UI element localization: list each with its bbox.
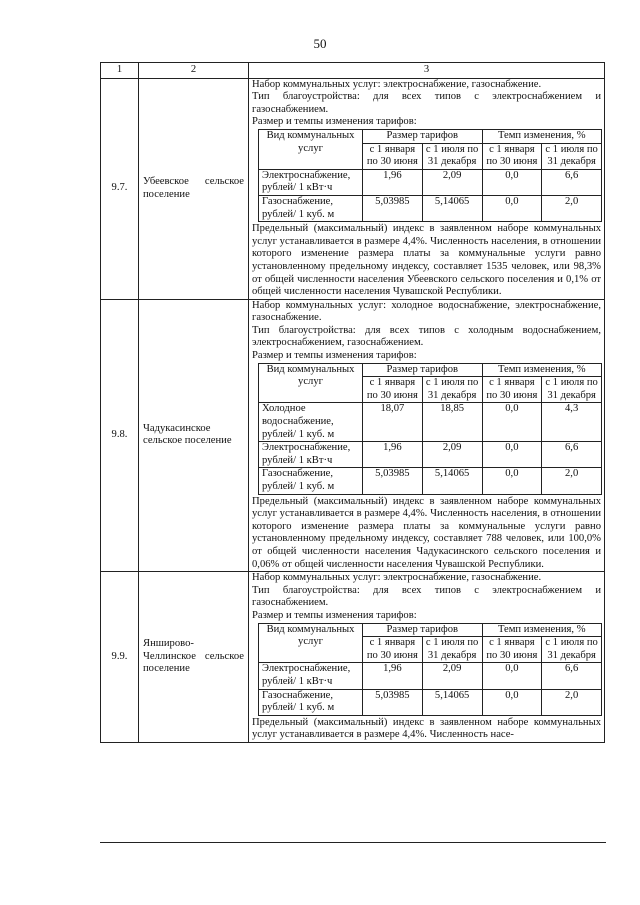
tariff-jan-jun: 1,96 xyxy=(363,169,423,195)
rate-period-jul-dec: с 1 июля по 31 декабря xyxy=(542,637,602,663)
change-rate-header: Темп изменения, % xyxy=(482,129,602,143)
row-number: 9.7. xyxy=(101,78,139,299)
page-number: 50 xyxy=(313,36,327,51)
tariff-size-header: Размер тарифов xyxy=(363,623,483,637)
page-bottom-rule xyxy=(100,842,606,843)
rate-jul-dec: 4,3 xyxy=(542,403,602,442)
tariff-service-row xyxy=(259,403,602,442)
period-jul-dec: с 1 июля по 31 декабря xyxy=(422,377,482,403)
settlement-content xyxy=(249,299,605,571)
rate-period-jul-dec: с 1 июля по 31 декабря xyxy=(542,143,602,169)
rate-period-jan-jun: с 1 января по 30 июня xyxy=(482,637,542,663)
change-rate-header: Темп изменения, % xyxy=(482,623,602,637)
settlement-row xyxy=(101,299,605,571)
column-number-row xyxy=(101,63,605,79)
tariff-table xyxy=(258,129,602,222)
tariff-jul-dec: 2,09 xyxy=(422,442,482,468)
service-name: Холодное водоснабжение, рублей/ 1 куб. м xyxy=(259,403,363,442)
tariff-jul-dec: 2,09 xyxy=(422,663,482,689)
tariff-jan-jun: 5,03985 xyxy=(363,195,423,221)
settlement-row xyxy=(101,572,605,743)
service-name: Газоснабжение, рублей/ 1 куб. м xyxy=(259,195,363,221)
tariff-jan-jun: 5,03985 xyxy=(363,689,423,715)
rate-period-jul-dec: с 1 июля по 31 декабря xyxy=(542,377,602,403)
period-jan-jun: с 1 января по 30 июня xyxy=(363,143,423,169)
rate-period-jan-jun: с 1 января по 30 июня xyxy=(482,377,542,403)
service-name: Электроснабжение, рублей/ 1 кВт·ч xyxy=(259,442,363,468)
rate-jul-dec: 6,6 xyxy=(542,663,602,689)
service-name: Газоснабжение, рублей/ 1 куб. м xyxy=(259,689,363,715)
rate-jul-dec: 6,6 xyxy=(542,169,602,195)
tariff-head-row xyxy=(259,623,602,637)
max-index-text: Предельный (максимальный) индекс в заявленном наборе коммунальных услуг устанавливается в размере 4,4%. Численность населения, в отношении которого изменение размера платы за коммунальные услуги равно установленному предельному индексу, составляет 1535 человек, или 98,3% от общей численности населения Убеевского сельского поселения и 0,1% от общей численности населения Чувашской Республики. xyxy=(252,223,601,298)
rate-jan-jun: 0,0 xyxy=(482,442,542,468)
row-number: 9.9. xyxy=(101,572,139,743)
rate-period-jan-jun: с 1 января по 30 июня xyxy=(482,143,542,169)
column-number-1: 1 xyxy=(101,63,139,79)
rate-jan-jun: 0,0 xyxy=(482,403,542,442)
rate-jan-jun: 0,0 xyxy=(482,663,542,689)
tariff-service-row xyxy=(259,442,602,468)
service-type-header: Вид коммунальных услуг xyxy=(259,363,363,403)
rate-jan-jun: 0,0 xyxy=(482,468,542,494)
tariff-jul-dec: 5,14065 xyxy=(422,689,482,715)
tariff-size-title: Размер и темпы изменения тарифов: xyxy=(252,350,417,362)
tariff-service-row xyxy=(259,195,602,221)
tariff-size-header: Размер тарифов xyxy=(363,129,483,143)
settlement-name: Янширово-Челлинское сельское поселение xyxy=(139,572,249,743)
settlement-content xyxy=(249,572,605,743)
rate-jan-jun: 0,0 xyxy=(482,195,542,221)
tariff-jul-dec: 5,14065 xyxy=(422,468,482,494)
period-jan-jun: с 1 января по 30 июня xyxy=(363,377,423,403)
change-rate-header: Темп изменения, % xyxy=(482,363,602,377)
tariff-jul-dec: 5,14065 xyxy=(422,195,482,221)
period-jul-dec: с 1 июля по 31 декабря xyxy=(422,143,482,169)
service-type-header: Вид коммунальных услуг xyxy=(259,129,363,169)
rate-jan-jun: 0,0 xyxy=(482,689,542,715)
service-type-header: Вид коммунальных услуг xyxy=(259,623,363,663)
tariff-table xyxy=(258,623,602,716)
service-set: Набор коммунальных услуг: электроснабжение, газоснабжение. xyxy=(252,78,542,90)
tariff-jan-jun: 1,96 xyxy=(363,663,423,689)
column-number-2: 2 xyxy=(139,63,249,79)
period-jan-jun: с 1 января по 30 июня xyxy=(363,637,423,663)
improvement-type: Тип благоустройства: для всех типов с электроснабжением и газоснабжением. xyxy=(252,584,601,609)
rate-jan-jun: 0,0 xyxy=(482,169,542,195)
max-index-text: Предельный (максимальный) индекс в заявленном наборе коммунальных услуг устанавливается в размере 4,4%. Численность насе- xyxy=(252,716,601,741)
column-number-3: 3 xyxy=(249,63,605,79)
row-number: 9.8. xyxy=(101,299,139,571)
settlement-row xyxy=(101,78,605,299)
improvement-type: Тип благоустройства: для всех типов с электроснабжением и газоснабжением. xyxy=(252,91,601,115)
settlement-name: Чадукасинское сельское поселение xyxy=(139,299,249,571)
service-name: Электроснабжение, рублей/ 1 кВт·ч xyxy=(259,663,363,689)
rate-jul-dec: 2,0 xyxy=(542,689,602,715)
tariff-service-row xyxy=(259,663,602,689)
tariff-jan-jun: 18,07 xyxy=(363,403,423,442)
tariff-jan-jun: 5,03985 xyxy=(363,468,423,494)
tariff-head-row xyxy=(259,363,602,377)
settlement-name: Убеевское сельское поселение xyxy=(139,78,249,299)
improvement-type: Тип благоустройства: для всех типов с холодным водоснабжением, электроснабжением, газоснабжением. xyxy=(252,324,601,349)
settlement-content xyxy=(249,78,605,299)
tariff-document-table xyxy=(100,62,605,743)
tariff-table xyxy=(258,363,602,495)
service-name: Газоснабжение, рублей/ 1 куб. м xyxy=(259,468,363,494)
tariff-jul-dec: 18,85 xyxy=(422,403,482,442)
tariff-size-header: Размер тарифов xyxy=(363,363,483,377)
tariff-service-row xyxy=(259,468,602,494)
max-index-text: Предельный (максимальный) индекс в заявленном наборе коммунальных услуг устанавливается в размере 4,4%. Численность населения, в отношении которого изменение размера платы за коммунальные услуги равно установленному предельному индексу, составляет 788 человек, или 100,0% от общей численности населения Чадукасинского сельского поселения и 0,06% от общей численности населения Чувашской Республики. xyxy=(252,495,601,570)
tariff-service-row xyxy=(259,169,602,195)
service-set: Набор коммунальных услуг: электроснабжение, газоснабжение. xyxy=(252,572,542,584)
rate-jul-dec: 6,6 xyxy=(542,442,602,468)
tariff-size-title: Размер и темпы изменения тарифов: xyxy=(252,116,417,128)
rate-jul-dec: 2,0 xyxy=(542,468,602,494)
service-set: Набор коммунальных услуг: холодное водоснабжение, электроснабжение, газоснабжение. xyxy=(252,299,601,324)
period-jul-dec: с 1 июля по 31 декабря xyxy=(422,637,482,663)
service-name: Электроснабжение, рублей/ 1 кВт·ч xyxy=(259,169,363,195)
tariff-head-row xyxy=(259,129,602,143)
tariff-size-title: Размер и темпы изменения тарифов: xyxy=(252,609,417,621)
rate-jul-dec: 2,0 xyxy=(542,195,602,221)
tariff-jan-jun: 1,96 xyxy=(363,442,423,468)
tariff-service-row xyxy=(259,689,602,715)
tariff-jul-dec: 2,09 xyxy=(422,169,482,195)
